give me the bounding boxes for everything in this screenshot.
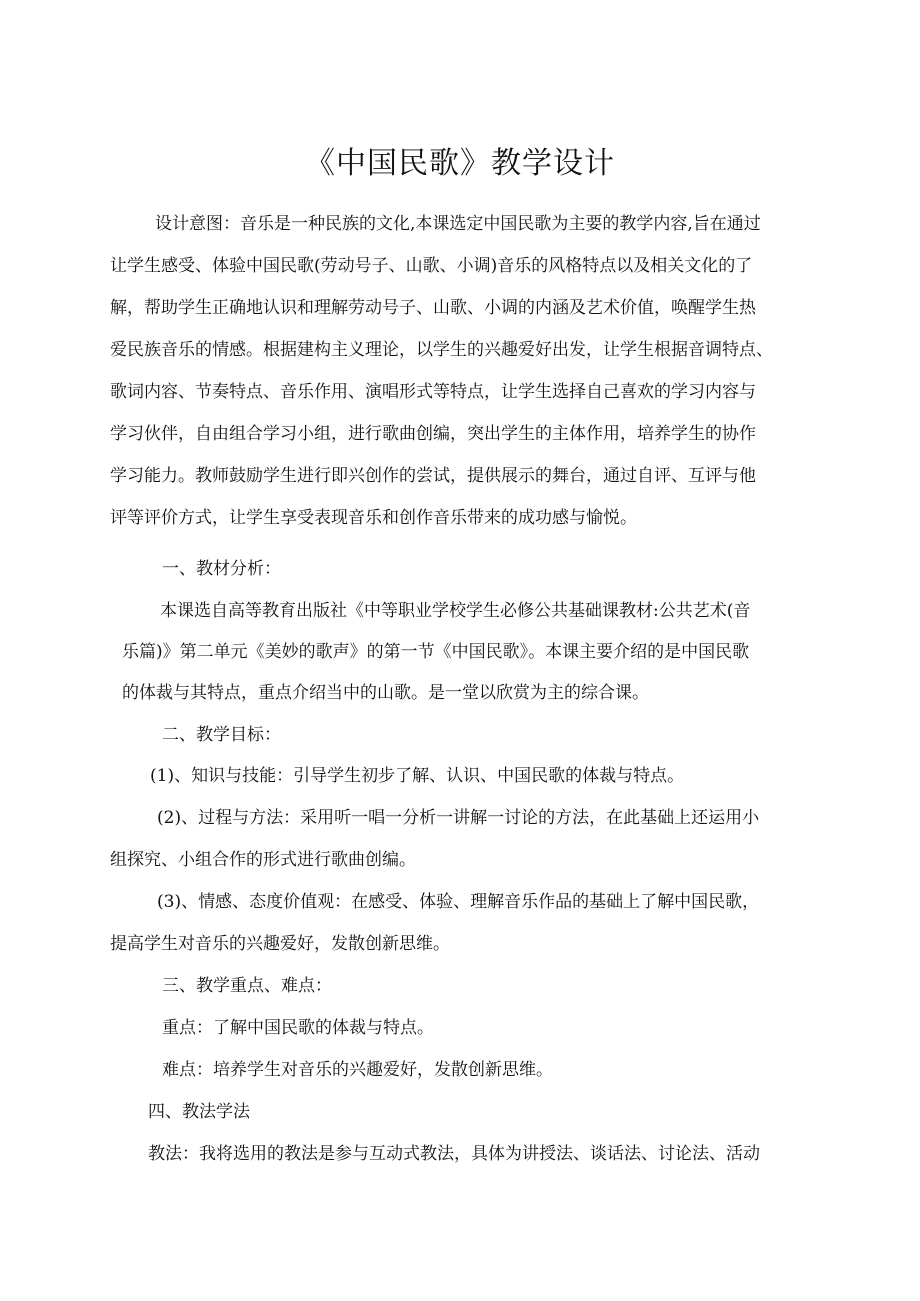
document-title: 《中国民歌》教学设计 xyxy=(305,146,615,181)
goal-2-line: 组探究、小组合作的形式进行歌曲创编。 xyxy=(110,850,416,870)
section1-line: 的体裁与其特点，重点介绍当中的山歌。是一堂以欣赏为主的综合课。 xyxy=(122,683,649,703)
section-heading: 三、教学重点、难点： xyxy=(162,976,332,996)
intro-line: 歌词内容、节奏特点、音乐作用、演唱形式等特点，让学生选择自己喜欢的学习内容与 xyxy=(110,382,756,402)
key-point: 重点：了解中国民歌的体裁与特点。 xyxy=(162,1018,434,1038)
intro-line: 学习伙伴，自由组合学习小组，进行歌曲创编，突出学生的主体作用，培养学生的协作 xyxy=(110,424,756,444)
teaching-method: 教法：我将选用的教法是参与互动式教法，具体为讲授法、谈话法、讨论法、活动 xyxy=(148,1144,760,1164)
intro-line: 评等评价方式，让学生享受表现音乐和创作音乐带来的成功感与愉悦。 xyxy=(110,508,637,528)
goal-3-line: 提高学生对音乐的兴趣爱好，发散创新思维。 xyxy=(110,934,450,954)
section-heading: 四、教法学法 xyxy=(148,1102,250,1122)
section1-line: 本课选自高等教育出版社《中等职业学校学生必修公共基础课教材:公共艺术(音 xyxy=(160,601,751,621)
section1-line: 乐篇)》第二单元《美妙的歌声》的第一节《中国民歌》。本课主要介绍的是中国民歌 xyxy=(122,642,750,662)
goal-1: (1)、知识与技能：引导学生初步了解、认识、中国民歌的体裁与特点。 xyxy=(150,766,685,786)
goal-3-line: (3)、情感、态度价值观：在感受、体验、理解音乐作品的基础上了解中国民歌， xyxy=(157,892,760,912)
difficulty: 难点：培养学生对音乐的兴趣爱好，发散创新思维。 xyxy=(162,1060,553,1080)
goal-2-line: (2)、过程与方法：采用听一唱一分析一讲解一讨论的方法，在此基础上还运用小 xyxy=(157,808,760,828)
intro-line: 设计意图：音乐是一种民族的文化,本课选定中国民歌为主要的教学内容,旨在通过 xyxy=(155,214,761,234)
section-heading: 二、教学目标： xyxy=(162,725,281,745)
intro-line: 解，帮助学生正确地认识和理解劳动号子、山歌、小调的内涵及艺术价值，唤醒学生热 xyxy=(110,298,756,318)
intro-line: 学习能力。教师鼓励学生进行即兴创作的尝试，提供展示的舞台，通过自评、互评与他 xyxy=(110,466,756,486)
intro-line: 爱民族音乐的情感。根据建构主义理论，以学生的兴趣爱好出发，让学生根据音调特点、 xyxy=(110,340,773,360)
section-heading: 一、教材分析： xyxy=(162,559,281,579)
intro-line: 让学生感受、体验中国民歌(劳动号子、山歌、小调)音乐的风格特点以及相关文化的了 xyxy=(110,256,753,276)
